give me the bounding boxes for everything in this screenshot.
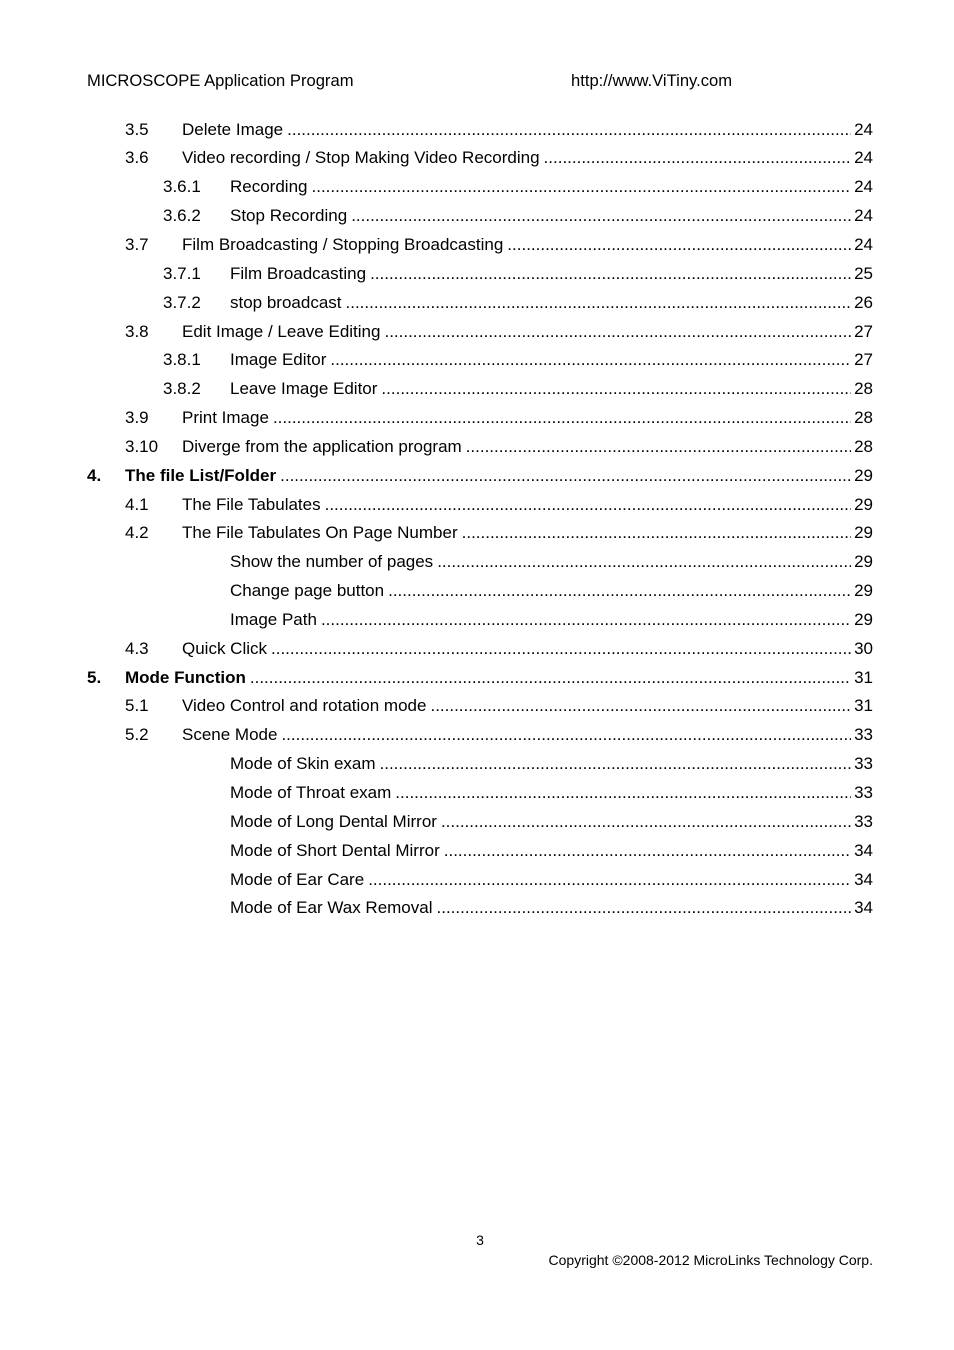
toc-entry[interactable] (87, 318, 873, 347)
footer-page-number: 3 (476, 1232, 484, 1248)
toc-leader-dots (388, 577, 851, 606)
toc-entry-page: 31 (854, 667, 873, 687)
page-header (87, 66, 873, 95)
toc-entry-number: 3.5 (125, 119, 149, 139)
toc-entry-page: 24 (854, 177, 873, 197)
toc-entry[interactable] (87, 433, 873, 462)
toc-entry-page: 29 (854, 465, 873, 485)
header-url: http://www.ViTiny.com (571, 71, 733, 90)
toc-entry-title: Mode Function (125, 667, 246, 687)
toc-entry-title: Leave Image Editor (230, 379, 378, 399)
toc-entry-page: 33 (854, 811, 873, 831)
toc-entry[interactable] (87, 894, 873, 923)
toc-leader-dots (384, 318, 851, 347)
toc-leader-dots (437, 894, 852, 923)
toc-entry-page: 29 (854, 494, 873, 514)
toc-entry-line (230, 548, 873, 577)
toc-entry-line (182, 635, 873, 664)
toc-entry[interactable] (87, 231, 873, 260)
toc-entry-number: 3.6.1 (163, 177, 201, 197)
toc-entry-page: 31 (854, 696, 873, 716)
toc-entry-page: 24 (854, 206, 873, 226)
toc-entry-title: Film Broadcasting (230, 263, 367, 283)
toc-entry-line (230, 289, 873, 318)
toc-entry-page: 29 (854, 523, 873, 543)
toc-leader-dots (271, 635, 851, 664)
toc-entry[interactable] (87, 346, 873, 375)
toc-entry-line (182, 231, 873, 260)
toc-entry[interactable] (87, 577, 873, 606)
toc-entry[interactable] (87, 721, 873, 750)
toc-entry-line (125, 664, 873, 693)
toc-entry-title: Mode of Long Dental Mirror (230, 811, 437, 831)
toc-entry-number: 3.7 (125, 234, 149, 254)
toc-leader-dots (395, 779, 851, 808)
toc-leader-dots (325, 491, 851, 520)
toc-entry-line (182, 491, 873, 520)
toc-leader-dots (444, 837, 851, 866)
toc-entry-line (182, 692, 873, 721)
toc-entry-title: The File Tabulates (182, 494, 321, 514)
toc-entry-page: 24 (854, 148, 873, 168)
toc-entry-page: 29 (854, 581, 873, 601)
toc-entry-number: 4. (87, 465, 102, 485)
toc-entry-line (230, 779, 873, 808)
toc-entry-page: 24 (854, 234, 873, 254)
toc-leader-dots (462, 519, 851, 548)
toc-entry-title: Image Editor (230, 350, 327, 370)
toc-entry-page: 29 (854, 609, 873, 629)
toc-entry-line (182, 144, 873, 173)
toc-entry[interactable] (87, 692, 873, 721)
toc-leader-dots (380, 750, 852, 779)
toc-entry-page: 29 (854, 552, 873, 572)
footer-copyright: Copyright ©2008-2012 MicroLinks Technology Corp. (548, 1252, 873, 1268)
toc-chapter-entry[interactable] (87, 462, 873, 491)
toc-leader-dots (312, 173, 852, 202)
toc-entry-number: 3.10 (125, 436, 159, 456)
toc-entry-title: Recording (230, 177, 308, 197)
toc-entry[interactable] (87, 837, 873, 866)
toc-entry-title: The file List/Folder (125, 465, 277, 485)
toc-entry-line (230, 750, 873, 779)
toc-leader-dots (437, 548, 851, 577)
toc-entry-line (125, 462, 873, 491)
toc-entry-number: 3.7.2 (163, 292, 201, 312)
toc-entry-page: 34 (854, 869, 873, 889)
toc-leader-dots (273, 404, 851, 433)
toc-entry-title: Edit Image / Leave Editing (182, 321, 381, 341)
toc-entry-number: 3.8 (125, 321, 149, 341)
toc-entry-page: 28 (854, 379, 873, 399)
toc-entry-title: stop broadcast (230, 292, 342, 312)
toc-entry[interactable] (87, 404, 873, 433)
toc-entry-title: Image Path (230, 609, 317, 629)
toc-entry-title: Mode of Skin exam (230, 754, 376, 774)
toc-leader-dots (351, 202, 851, 231)
toc-entry-number: 3.8.2 (163, 379, 201, 399)
toc-leader-dots (441, 808, 851, 837)
toc-entry-page: 30 (854, 638, 873, 658)
toc-entry-number: 3.8.1 (163, 350, 201, 370)
toc-entry-line (182, 519, 873, 548)
toc-entry-title: Film Broadcasting / Stopping Broadcasting (182, 234, 504, 254)
toc-leader-dots (368, 866, 851, 895)
toc-entry-number: 3.6 (125, 148, 149, 168)
toc-entry-line (230, 173, 873, 202)
toc-entry[interactable] (87, 491, 873, 520)
toc-entry-number: 3.9 (125, 408, 149, 428)
toc-leader-dots (370, 260, 851, 289)
toc-leader-dots (430, 692, 851, 721)
toc-entry-title: Video recording / Stop Making Video Recording (182, 148, 540, 168)
toc-entry-page: 27 (854, 321, 873, 341)
toc-entry-number: 3.6.2 (163, 206, 201, 226)
toc-entry-title: Mode of Ear Wax Removal (230, 898, 433, 918)
toc-entry-page: 25 (854, 263, 873, 283)
toc-entry-title: Show the number of pages (230, 552, 434, 572)
toc-entry-number: 3.7.1 (163, 263, 201, 283)
toc-entry-page: 33 (854, 783, 873, 802)
toc-leader-dots (250, 664, 851, 693)
toc-entry-page: 33 (854, 754, 873, 774)
toc-entry-line (182, 318, 873, 347)
toc-entry-page: 28 (854, 408, 873, 428)
toc-entry[interactable] (87, 375, 873, 404)
toc-entry-line (230, 837, 873, 866)
toc-leader-dots (280, 462, 851, 491)
toc-entry-title: Mode of Ear Care (230, 869, 365, 889)
toc-entry-line (230, 202, 873, 231)
toc-entry[interactable] (87, 606, 873, 635)
toc-leader-dots (321, 606, 851, 635)
toc-entry-number: 5. (87, 667, 102, 687)
toc-entry-title: Scene Mode (182, 725, 278, 745)
toc-entry-line (182, 433, 873, 462)
toc-entry-line (230, 866, 873, 895)
toc-entry-title: Stop Recording (230, 206, 348, 226)
toc-entry[interactable] (87, 116, 873, 145)
toc-entry-line (182, 721, 873, 750)
toc-entry-title: Print Image (182, 408, 269, 428)
toc-entry-line (182, 116, 873, 145)
toc-entry-page: 24 (854, 119, 873, 139)
toc-entry[interactable] (87, 202, 873, 231)
toc-entry-number: 5.2 (125, 725, 149, 745)
toc-entry-page: 28 (854, 436, 873, 456)
toc-entry-number: 4.1 (125, 494, 149, 514)
toc-leader-dots (346, 289, 852, 318)
toc-leader-dots (287, 116, 851, 145)
toc-leader-dots (281, 721, 851, 750)
toc-leader-dots (330, 346, 851, 375)
toc-entry-title: Delete Image (182, 119, 284, 139)
toc-entry[interactable] (87, 260, 873, 289)
toc-entry-title: Mode of Short Dental Mirror (230, 840, 440, 860)
toc-entry-page: 34 (854, 898, 873, 918)
toc-leader-dots (544, 144, 852, 173)
toc-entry-title: Mode of Throat exam (230, 783, 392, 802)
toc-entry-line (182, 404, 873, 433)
toc-entry-number: 4.3 (125, 638, 149, 658)
toc-leader-dots (381, 375, 851, 404)
toc-entry-line (230, 606, 873, 635)
toc-entry-number: 4.2 (125, 523, 149, 543)
toc-leader-dots (466, 433, 851, 462)
toc-entry-page: 27 (854, 350, 873, 370)
toc-entry-title: Quick Click (182, 638, 268, 658)
toc-entry-page: 34 (854, 840, 873, 860)
toc-entry[interactable] (87, 144, 873, 173)
toc-entry[interactable] (87, 808, 873, 837)
toc-entry-line (230, 260, 873, 289)
toc-entry-title: The File Tabulates On Page Number (182, 523, 458, 543)
toc-entry-page: 26 (854, 292, 873, 312)
toc-entry-page: 33 (854, 725, 873, 745)
toc-entry[interactable] (87, 750, 873, 779)
toc-entry[interactable] (87, 173, 873, 202)
table-of-contents (87, 116, 873, 924)
toc-entry-line (230, 894, 873, 923)
toc-entry-title: Change page button (230, 581, 385, 601)
toc-entry[interactable] (87, 289, 873, 318)
toc-entry[interactable] (87, 635, 873, 664)
toc-entry-title: Diverge from the application program (182, 436, 462, 456)
toc-entry-number: 5.1 (125, 696, 149, 716)
toc-entry[interactable] (87, 779, 873, 808)
toc-entry[interactable] (87, 866, 873, 895)
toc-entry-title: Video Control and rotation mode (182, 696, 427, 716)
toc-chapter-entry[interactable] (87, 664, 873, 693)
header-title: MICROSCOPE Application Program (87, 71, 354, 90)
toc-entry-line (230, 375, 873, 404)
toc-entry-line (230, 346, 873, 375)
toc-entry-line (230, 577, 873, 606)
toc-leader-dots (507, 231, 851, 260)
toc-entry[interactable] (87, 519, 873, 548)
toc-entry-line (230, 808, 873, 837)
toc-entry[interactable] (87, 548, 873, 577)
